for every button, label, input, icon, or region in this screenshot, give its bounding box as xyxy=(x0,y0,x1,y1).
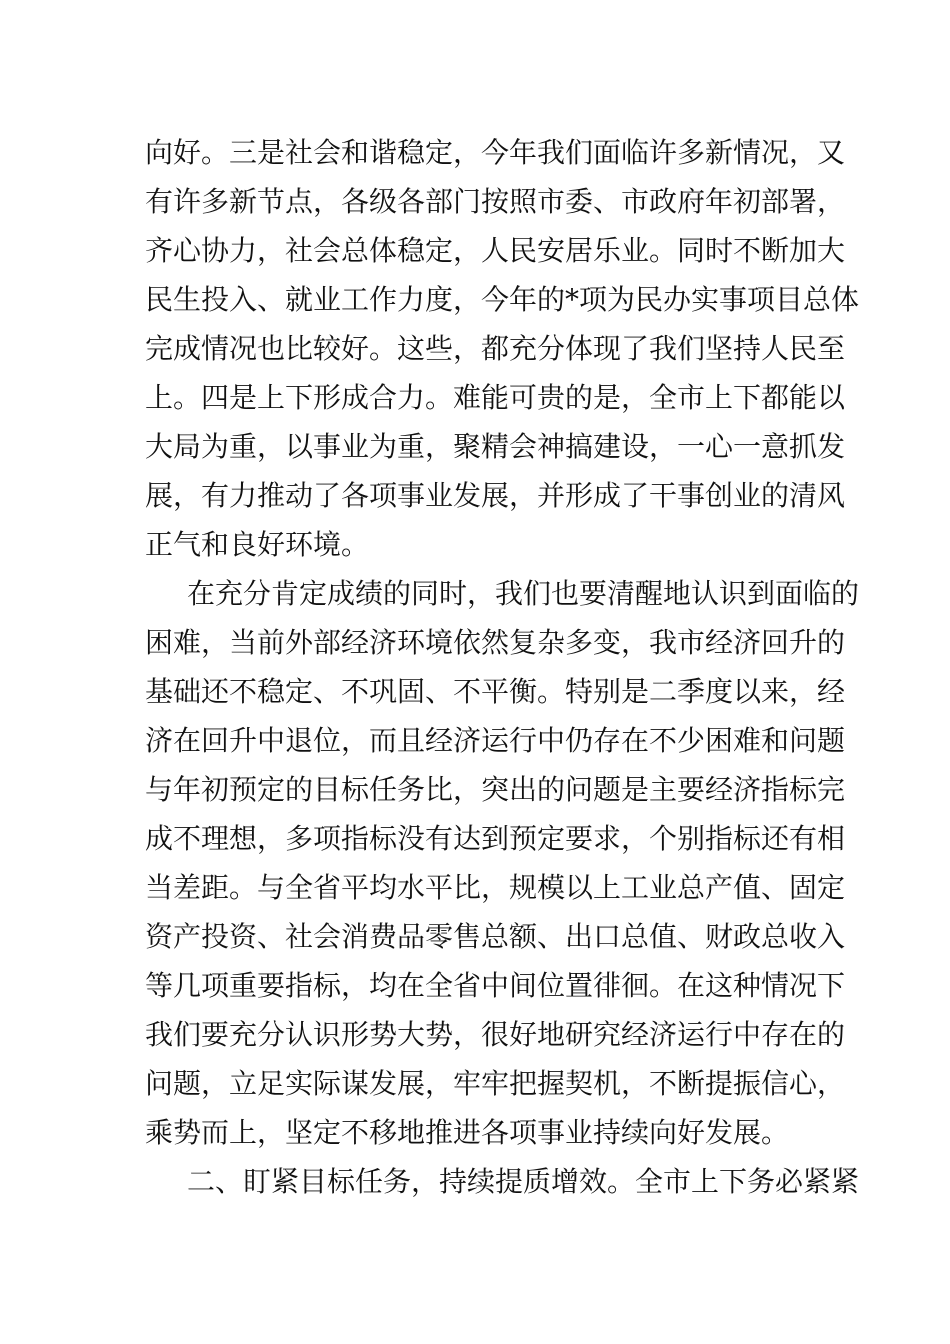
text-line: 展，有力推动了各项事业发展，并形成了干事创业的清风 xyxy=(145,479,846,512)
text-line: 齐心协力，社会总体稳定，人民安居乐业。同时不断加大 xyxy=(145,234,846,267)
text-line: 与年初预定的目标任务比，突出的问题是主要经济指标完 xyxy=(145,773,846,806)
text-line: 大局为重，以事业为重，聚精会神搞建设，一心一意抓发 xyxy=(145,430,846,463)
text-line: 民生投入、就业工作力度，今年的*项为民办实事项目总体 xyxy=(145,283,860,316)
body-text xyxy=(145,128,860,1206)
text-line: 向好。三是社会和谐稳定，今年我们面临许多新情况，又 xyxy=(145,136,846,169)
text-line: 济在回升中退位，而且经济运行中仍存在不少困难和问题 xyxy=(145,724,846,757)
text-line: 基础还不稳定、不巩固、不平衡。特别是二季度以来，经 xyxy=(145,675,846,708)
text-line: 正气和良好环境。 xyxy=(145,528,370,561)
paragraph-start-line: 在充分肯定成绩的同时，我们也要清醒地认识到面临的 xyxy=(187,577,860,610)
text-line: 完成情况也比较好。这些，都充分体现了我们坚持人民至 xyxy=(145,332,846,365)
text-line: 问题，立足实际谋发展，牢牢把握契机，不断提振信心， xyxy=(145,1067,846,1100)
text-line: 乘势而上，坚定不移地推进各项事业持续向好发展。 xyxy=(145,1116,790,1149)
text-line: 上。四是上下形成合力。难能可贵的是，全市上下都能以 xyxy=(145,381,846,414)
text-line: 困难，当前外部经济环境依然复杂多变，我市经济回升的 xyxy=(145,626,846,659)
text-line: 当差距。与全省平均水平比，规模以上工业总产值、固定 xyxy=(145,871,846,904)
text-line: 有许多新节点，各级各部门按照市委、市政府年初部署， xyxy=(145,185,846,218)
section-heading-line: 二、盯紧目标任务，持续提质增效。全市上下务必紧紧 xyxy=(187,1165,860,1198)
text-line: 成不理想，多项指标没有达到预定要求，个别指标还有相 xyxy=(145,822,846,855)
text-line: 我们要充分认识形势大势，很好地研究经济运行中存在的 xyxy=(145,1018,846,1051)
text-line: 等几项重要指标，均在全省中间位置徘徊。在这种情况下 xyxy=(145,969,846,1002)
text-line: 资产投资、社会消费品零售总额、出口总值、财政总收入 xyxy=(145,920,846,953)
